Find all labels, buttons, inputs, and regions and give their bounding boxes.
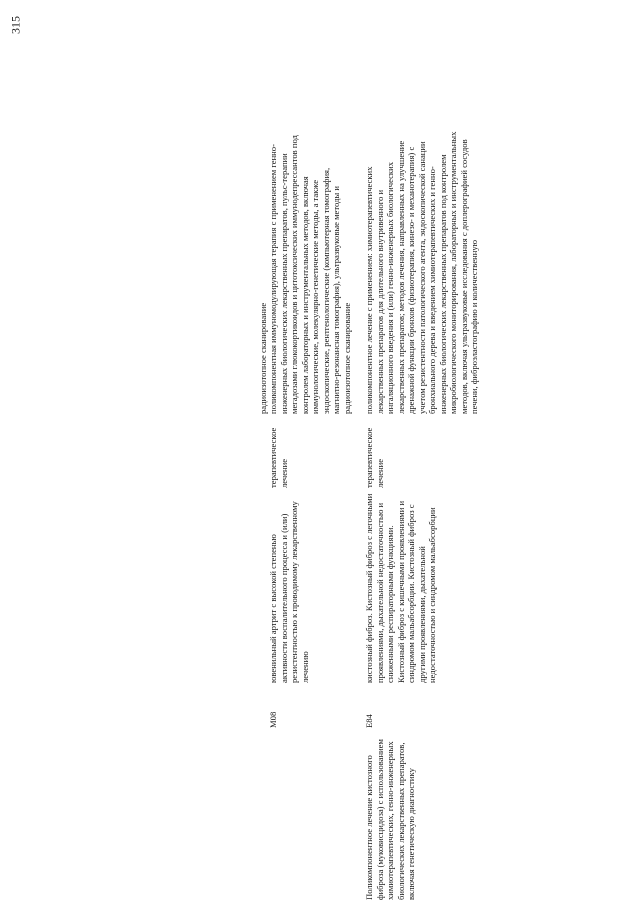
table-row [268,125,352,900]
cell-treatment-type: терапевтическое лечение [364,427,385,488]
rotated-table-container [258,125,640,900]
cell-icd-code [258,683,268,728]
cell-treatment-type: терапевтическое лечение [268,427,289,488]
cell-method: поликомпонентная иммуномодулирующая терапия с применением генно-инженерных биологических лекарственных препаратов, пульс-терапии мегадозами глюкокортикоидов и цитотоксических иммунодепрессантов под контролем лабораторных и инструментальных методов, включая иммунологические, молекулярно-генетические методы, а также эндоскопические, рентгенологические (компьютерная томография, магнитно-резонансная томография), ультразвуковые методы и радиоизотопное сканирование [268,135,352,414]
cell-treatment-name [268,728,352,900]
page-number [6,12,26,38]
treatment-table [258,125,480,900]
cell-condition: ювенильный артрит с высокой степенью активности воспалительного процесса и (или) резистентностью к проводимому лекарственному лечению [268,501,310,683]
cell-method: поликомпонентное лечение с применением: химиотерапевтических лекарственных препаратов для длительного внутривенного и ингаляционного введения и (или) генно-инженерных биологических лекарственных препаратов; методов лечения, направленных на улучшение дренажной функции бронхов (физиотерапия, кинезо- и механотерапия) с учетом резистентности патологического агента, эндоскопической санации бронхиального дерева и введением химиотерапевтических и генно-инженерных биологических лекарственных препаратов под контролем микробиологического мониторирования, лабораторных и инструментальных методов, включая ультразвуковые исследования с доплерографией сосудов печени, фиброэластографию и количественную [364,131,480,414]
cell-icd-code: M08 [268,711,279,728]
page-number-text: 315 [8,16,23,34]
cell-treatment-name: Поликомпонентное лечение кистозного фиброза (муковисцидоза) с использованием химиотерапевтических, генно-инженерных биологических лекарственных препаратов, включая генетическую диагностику [364,739,417,900]
row-spacer [352,125,364,900]
cell-icd-code: E84 [364,714,375,728]
cell-treatment-name [258,728,268,900]
cell-condition [258,488,268,683]
cell-treatment-type [258,414,268,488]
table-row [258,125,268,900]
cell-condition: кистозный фиброз. Кистозный фиброз с легочными проявлениями, дыхательной недостаточностью и сниженными респираторными функциями. Кистозный фиброз с кишечными проявлениями и синдромом мальабсорбции. Кистозный фиброз с другими проявлениями, дыхательной недостаточностью и синдромом мальабсорбции [364,493,438,683]
table-row [364,125,479,900]
cell-method: радиоизотопное сканирование [258,302,268,414]
